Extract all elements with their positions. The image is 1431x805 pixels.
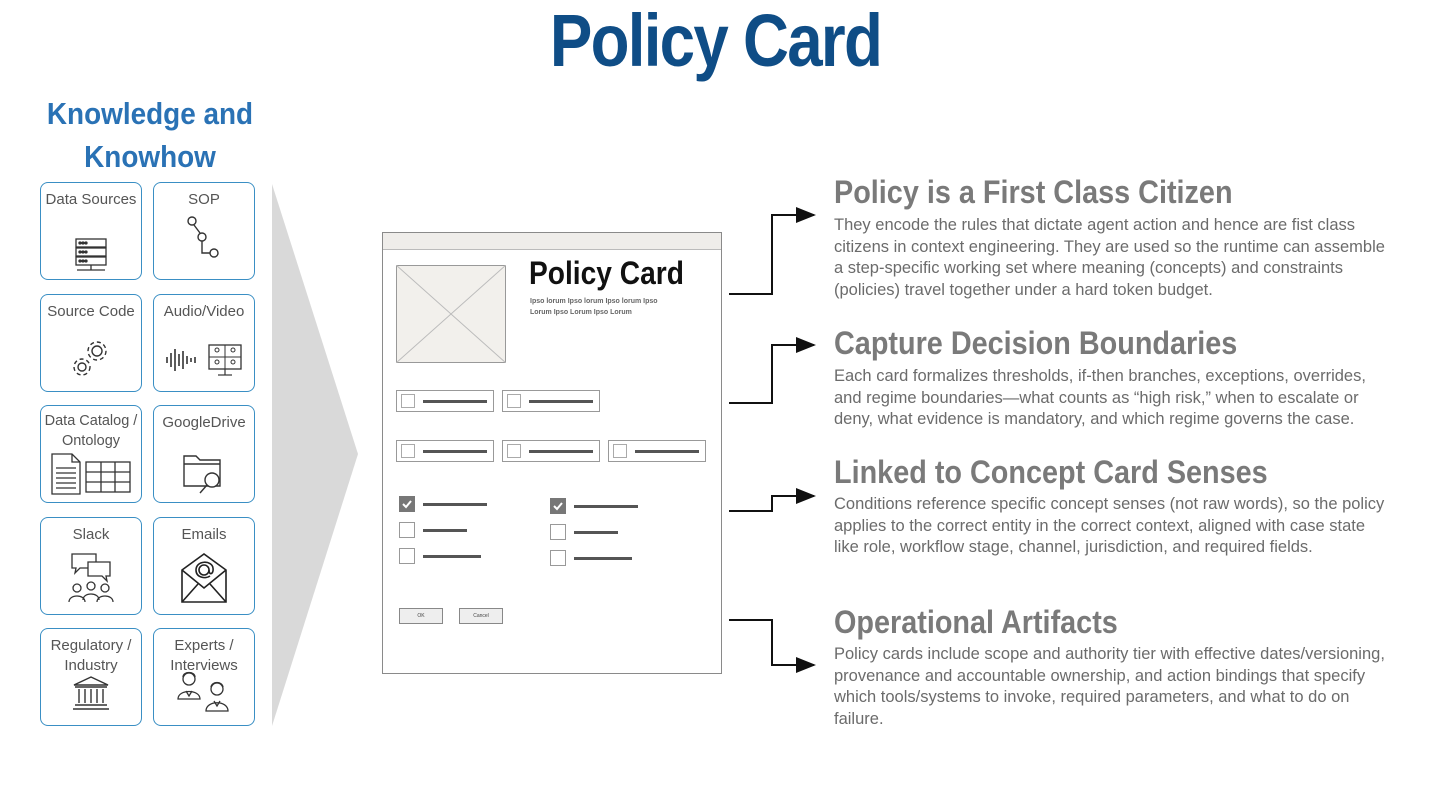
database-server-icon	[41, 237, 141, 273]
mockup-line	[574, 557, 632, 560]
source-card-label: Experts / Interviews	[170, 637, 238, 674]
page-title: Policy Card	[549, 0, 882, 82]
mockup-subtitle: Ipso lorum Ipso lorum Ipso lorum Ipso Lorum Ipso Lorum Ipso Lorum	[530, 298, 658, 316]
source-card-source-code	[40, 294, 142, 392]
mockup-line	[423, 555, 481, 558]
experts-icon	[154, 669, 254, 713]
workflow-icon	[154, 215, 254, 259]
mockup-field	[502, 390, 600, 412]
section-body: Conditions reference specific concept senses (not raw words), so the policy applies to the correct entity in the correct context, aligned with case state like role, workflow stage, channel, jurisdiction, and required fields.	[834, 495, 1385, 556]
arrow-connector	[729, 496, 814, 511]
connector-arrows	[720, 200, 830, 680]
mockup-checkbox	[399, 522, 415, 538]
mockup-line	[574, 531, 618, 534]
source-card-label: SOP	[188, 191, 220, 208]
mockup-checkbox-checked	[399, 496, 415, 512]
folder-search-icon	[154, 450, 254, 496]
mockup-line	[423, 503, 487, 506]
image-placeholder-icon	[396, 265, 506, 363]
mockup-checkbox	[550, 550, 566, 566]
section-body: They encode the rules that dictate agent action and hence are fist class citizens in context engineering. They are used so the runtime can assemble a step-specific working set where meaning (concepts) and constraints (policies) travel together under a hard token budget.	[834, 216, 1385, 299]
mockup-title: Policy Card	[529, 255, 684, 291]
section-title: Policy is a First Class Citizen	[834, 174, 1233, 210]
document-table-icon	[41, 452, 141, 496]
mockup-ok-button: OK	[399, 608, 443, 624]
arrow-connector	[729, 345, 814, 403]
institution-icon	[41, 675, 141, 711]
source-card-label: Regulatory / Industry	[50, 637, 132, 674]
mockup-cancel-button: Cancel	[459, 608, 503, 624]
source-card-googledrive	[153, 405, 255, 503]
chat-people-icon	[41, 550, 141, 606]
source-card-label: Slack	[72, 526, 110, 543]
mockup-checkbox	[399, 548, 415, 564]
source-card-sop	[153, 182, 255, 280]
audio-video-icon	[154, 343, 254, 377]
email-icon	[154, 550, 254, 604]
source-card-data-sources	[40, 182, 142, 280]
source-card-label: Audio/Video	[163, 303, 245, 320]
mockup-line	[574, 505, 638, 508]
source-card-data-catalog	[40, 405, 142, 503]
arrow-connector	[729, 215, 814, 294]
arrow-connector	[729, 620, 814, 665]
section-title: Operational Artifacts	[834, 604, 1118, 640]
knowledge-heading: Knowledge and Knowhow	[46, 96, 254, 174]
section-body: Each card formalizes thresholds, if-then branches, exceptions, overrides, and regime boundaries—what counts as “high risk,” when to escalate or deny, what evidence is mandatory, and which regime governs the case.	[834, 367, 1366, 428]
source-card-label: GoogleDrive	[162, 414, 246, 431]
source-card-experts	[153, 628, 255, 726]
source-card-audio-video	[153, 294, 255, 392]
mockup-line	[423, 529, 467, 532]
source-card-emails	[153, 517, 255, 615]
mockup-field	[608, 440, 706, 462]
funnel-shape	[270, 182, 362, 728]
mockup-field	[396, 390, 494, 412]
mockup-titlebar	[383, 233, 721, 250]
section-body: Policy cards include scope and authority tier with effective dates/versioning, provenance and accountable ownership, and action bindings that specify which tools/systems to invoke, required parameters, and what to do on failure.	[834, 645, 1385, 728]
source-card-regulatory	[40, 628, 142, 726]
section-title: Linked to Concept Card Senses	[834, 454, 1268, 490]
source-card-label: Source Code	[47, 303, 135, 320]
mockup-field	[502, 440, 600, 462]
source-card-slack	[40, 517, 142, 615]
source-card-label: Data Catalog / Ontology	[44, 413, 138, 449]
policy-card-mockup	[382, 232, 722, 674]
mockup-field	[396, 440, 494, 462]
source-card-label: Data Sources	[45, 191, 137, 208]
section-title: Capture Decision Boundaries	[834, 325, 1238, 361]
gears-icon	[41, 337, 141, 381]
mockup-checkbox	[550, 524, 566, 540]
mockup-checkbox-checked	[550, 498, 566, 514]
source-card-label: Emails	[181, 526, 227, 543]
